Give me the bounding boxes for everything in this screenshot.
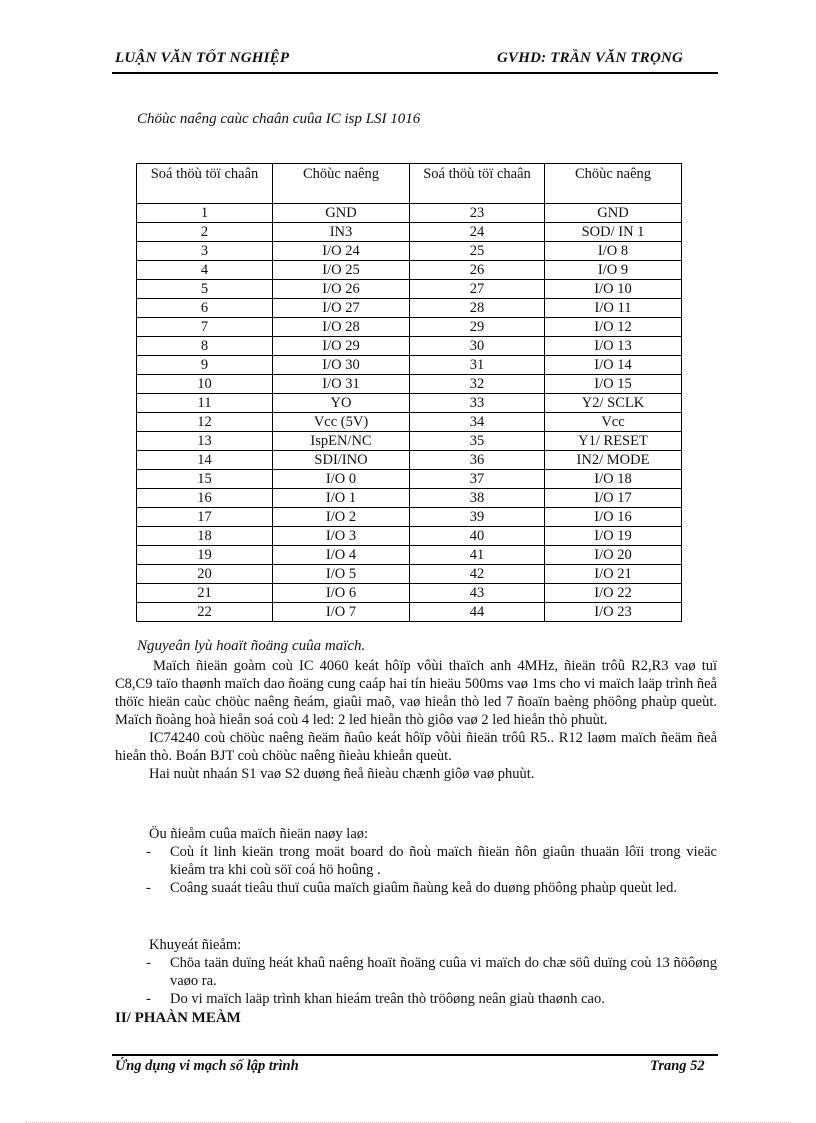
table-row [137, 375, 682, 394]
pin-number-cell: 7 [137, 318, 273, 337]
list-marker: - [146, 955, 151, 971]
pin-number-cell: 23 [410, 204, 545, 223]
table-header-row [137, 164, 682, 204]
table-row [137, 470, 682, 489]
pin-function-cell: I/O 23 [545, 603, 682, 622]
header-divider [112, 72, 718, 74]
principle-paragraph: IC74240 coù chöùc naêng ñeäm ñaûo keát hôïp vôùi ñieän trôû R5.. R12 laøm maïch ñeäm ñeå hieån thò. Boán BJT coù chöùc naêng ñieàu khieån queùt. [115, 730, 717, 764]
pin-number-cell: 15 [137, 470, 273, 489]
header-pin-number: Soá thöù töï chaân [137, 164, 273, 204]
pin-function-cell: I/O 15 [545, 375, 682, 394]
list-marker: - [146, 880, 151, 896]
pin-number-cell: 26 [410, 261, 545, 280]
pin-function-cell: I/O 10 [545, 280, 682, 299]
pin-number-cell: 40 [410, 527, 545, 546]
section-heading: II/ PHAÀN MEÀM [115, 1010, 241, 1026]
pin-function-cell: I/O 17 [545, 489, 682, 508]
table-row [137, 432, 682, 451]
table-row [137, 584, 682, 603]
header-pin-number: Soá thöù töï chaân [410, 164, 545, 204]
table-row [137, 527, 682, 546]
header-thesis-title: LUẬN VĂN TỐT NGHIỆP [115, 50, 290, 66]
table-row [137, 242, 682, 261]
table-row [137, 451, 682, 470]
pin-number-cell: 2 [137, 223, 273, 242]
table-row [137, 603, 682, 622]
pin-function-cell: I/O 5 [273, 565, 410, 584]
table-row [137, 318, 682, 337]
principle-paragraph: Hai nuùt nhaán S1 vaø S2 duøng ñeå ñieàu chænh giôø vaø phuùt. [149, 766, 535, 782]
table-row [137, 489, 682, 508]
pin-number-cell: 38 [410, 489, 545, 508]
table-body [137, 204, 682, 622]
pin-number-cell: 19 [137, 546, 273, 565]
pin-function-cell: I/O 14 [545, 356, 682, 375]
pin-number-cell: 32 [410, 375, 545, 394]
disadvantages-section [115, 936, 717, 1008]
page-number: Trang 52 [650, 1058, 705, 1074]
advantages-section [115, 825, 717, 897]
pin-function-cell: I/O 21 [545, 565, 682, 584]
pin-number-cell: 1 [137, 204, 273, 223]
table-row [137, 508, 682, 527]
advantages-title: Öu ñieåm cuûa maïch ñieän naøy laø: [149, 826, 369, 842]
pin-number-cell: 20 [137, 565, 273, 584]
advantages-list [115, 843, 717, 897]
table-row [137, 413, 682, 432]
pin-function-cell: I/O 13 [545, 337, 682, 356]
pin-number-cell: 30 [410, 337, 545, 356]
pin-function-cell: Y1/ RESET [545, 432, 682, 451]
pin-function-cell: I/O 7 [273, 603, 410, 622]
pin-number-cell: 41 [410, 546, 545, 565]
table-caption: Chöùc naêng caùc chaân cuûa IC isp LSI 1016 [137, 111, 421, 127]
pin-number-cell: 42 [410, 565, 545, 584]
pin-function-cell: YO [273, 394, 410, 413]
pin-function-cell: I/O 24 [273, 242, 410, 261]
pin-function-cell: I/O 30 [273, 356, 410, 375]
header-function: Chöùc naêng [273, 164, 410, 204]
pin-number-cell: 29 [410, 318, 545, 337]
pin-number-cell: 10 [137, 375, 273, 394]
pin-number-cell: 35 [410, 432, 545, 451]
list-marker: - [146, 991, 151, 1007]
pin-function-cell: I/O 8 [545, 242, 682, 261]
pin-number-cell: 31 [410, 356, 545, 375]
table-row [137, 546, 682, 565]
pin-number-cell: 16 [137, 489, 273, 508]
pin-number-cell: 21 [137, 584, 273, 603]
pin-function-cell: IspEN/NC [273, 432, 410, 451]
footer-divider [112, 1054, 718, 1056]
pin-number-cell: 34 [410, 413, 545, 432]
pin-function-cell: GND [545, 204, 682, 223]
list-item: - Coâng suaát tieâu thuï cuûa maïch giaûm ñaùng keå do duøng phöông phaùp queùt led. [146, 880, 677, 896]
pin-function-cell: I/O 25 [273, 261, 410, 280]
pin-number-cell: 11 [137, 394, 273, 413]
table-row [137, 337, 682, 356]
pin-number-cell: 13 [137, 432, 273, 451]
pin-number-cell: 27 [410, 280, 545, 299]
pin-function-cell: I/O 3 [273, 527, 410, 546]
pin-number-cell: 39 [410, 508, 545, 527]
pin-function-cell: I/O 29 [273, 337, 410, 356]
pin-number-cell: 24 [410, 223, 545, 242]
pin-function-cell: I/O 12 [545, 318, 682, 337]
table-row [137, 280, 682, 299]
pin-number-cell: 44 [410, 603, 545, 622]
pin-number-cell: 33 [410, 394, 545, 413]
header-function: Chöùc naêng [545, 164, 682, 204]
pin-number-cell: 6 [137, 299, 273, 318]
pin-function-cell: GND [273, 204, 410, 223]
disadvantages-title: Khuyeát ñieåm: [149, 937, 242, 953]
pin-number-cell: 17 [137, 508, 273, 527]
pin-number-cell: 8 [137, 337, 273, 356]
pin-number-cell: 5 [137, 280, 273, 299]
pin-function-cell: I/O 31 [273, 375, 410, 394]
table-row [137, 223, 682, 242]
pin-number-cell: 43 [410, 584, 545, 603]
pin-function-cell: I/O 28 [273, 318, 410, 337]
pin-function-cell: I/O 20 [545, 546, 682, 565]
pin-function-cell: I/O 22 [545, 584, 682, 603]
pin-number-cell: 37 [410, 470, 545, 489]
list-item: - Coù ít linh kieän trong moät board do ñoù maïch ñieän ñôn giaûn thuaän lôïi trong vieäc kieåm tra khi coù söï coá hö hoûng . [146, 844, 717, 878]
list-marker: - [146, 844, 151, 860]
disadvantages-list [115, 954, 717, 1008]
principle-paragraph: Maïch ñieän goàm coù IC 4060 keát hôïp vôùi thaïch anh 4MHz, ñieän trôû R2,R3 vaø tuï C8,C9 taïo thaønh maïch dao ñoäng cung caáp hai tín hieäu 500ms vaø 1ms cho vi maïch laäp trình ñeå thöïc hieän caùc chöùc naêng ñeám, giaûi maõ, vaø hieån thò led 7 ñoaïn baèng phöông phaùp queùt. Maïch ñoàng hoà hieån soá coù 4 led: 2 led hieån thò giôø vaø 2 led hieån thò phuùt. [115, 658, 717, 728]
pin-function-cell: SOD/ IN 1 [545, 223, 682, 242]
table-row [137, 299, 682, 318]
pin-function-cell: I/O 18 [545, 470, 682, 489]
pin-function-cell: IN2/ MODE [545, 451, 682, 470]
table-row [137, 204, 682, 223]
pin-function-cell: I/O 1 [273, 489, 410, 508]
table-row [137, 261, 682, 280]
table-row [137, 565, 682, 584]
pin-function-cell: I/O 0 [273, 470, 410, 489]
pin-number-cell: 12 [137, 413, 273, 432]
pin-function-cell: I/O 9 [545, 261, 682, 280]
list-item: - Chöa taän duïng heát khaû naêng hoaït ñoäng cuûa vi maïch do chæ söû duïng coù 13 ñöôøng vaøo ra. [146, 955, 717, 989]
pin-function-cell: Vcc (5V) [273, 413, 410, 432]
table-row [137, 394, 682, 413]
principle-body [115, 657, 717, 783]
pin-function-cell: I/O 26 [273, 280, 410, 299]
pin-function-cell: I/O 16 [545, 508, 682, 527]
pin-function-cell: I/O 27 [273, 299, 410, 318]
pin-function-cell: I/O 4 [273, 546, 410, 565]
pin-function-cell: I/O 11 [545, 299, 682, 318]
pin-function-cell: I/O 19 [545, 527, 682, 546]
principle-title: Nguyeân lyù hoaït ñoäng cuûa maïch. [137, 638, 366, 654]
pin-number-cell: 14 [137, 451, 273, 470]
header-advisor: GVHD: TRẦN VĂN TRỌNG [497, 50, 684, 66]
pin-function-cell: I/O 2 [273, 508, 410, 527]
pin-number-cell: 3 [137, 242, 273, 261]
pin-function-cell: IN3 [273, 223, 410, 242]
list-item: - Do vi maïch laäp trình khan hieám treân thò tröôøng neân giaù thaønh cao. [146, 991, 605, 1007]
table-row [137, 356, 682, 375]
pin-number-cell: 4 [137, 261, 273, 280]
pin-number-cell: 18 [137, 527, 273, 546]
pin-number-cell: 9 [137, 356, 273, 375]
footer-subject: Ứng dụng vi mạch số lập trình [115, 1058, 299, 1074]
pin-function-cell: SDI/INO [273, 451, 410, 470]
pin-function-cell: Y2/ SCLK [545, 394, 682, 413]
pin-number-cell: 22 [137, 603, 273, 622]
pin-number-cell: 25 [410, 242, 545, 261]
pin-number-cell: 36 [410, 451, 545, 470]
pin-function-cell: I/O 6 [273, 584, 410, 603]
pin-function-table [136, 163, 682, 622]
pin-number-cell: 28 [410, 299, 545, 318]
pin-function-cell: Vcc [545, 413, 682, 432]
